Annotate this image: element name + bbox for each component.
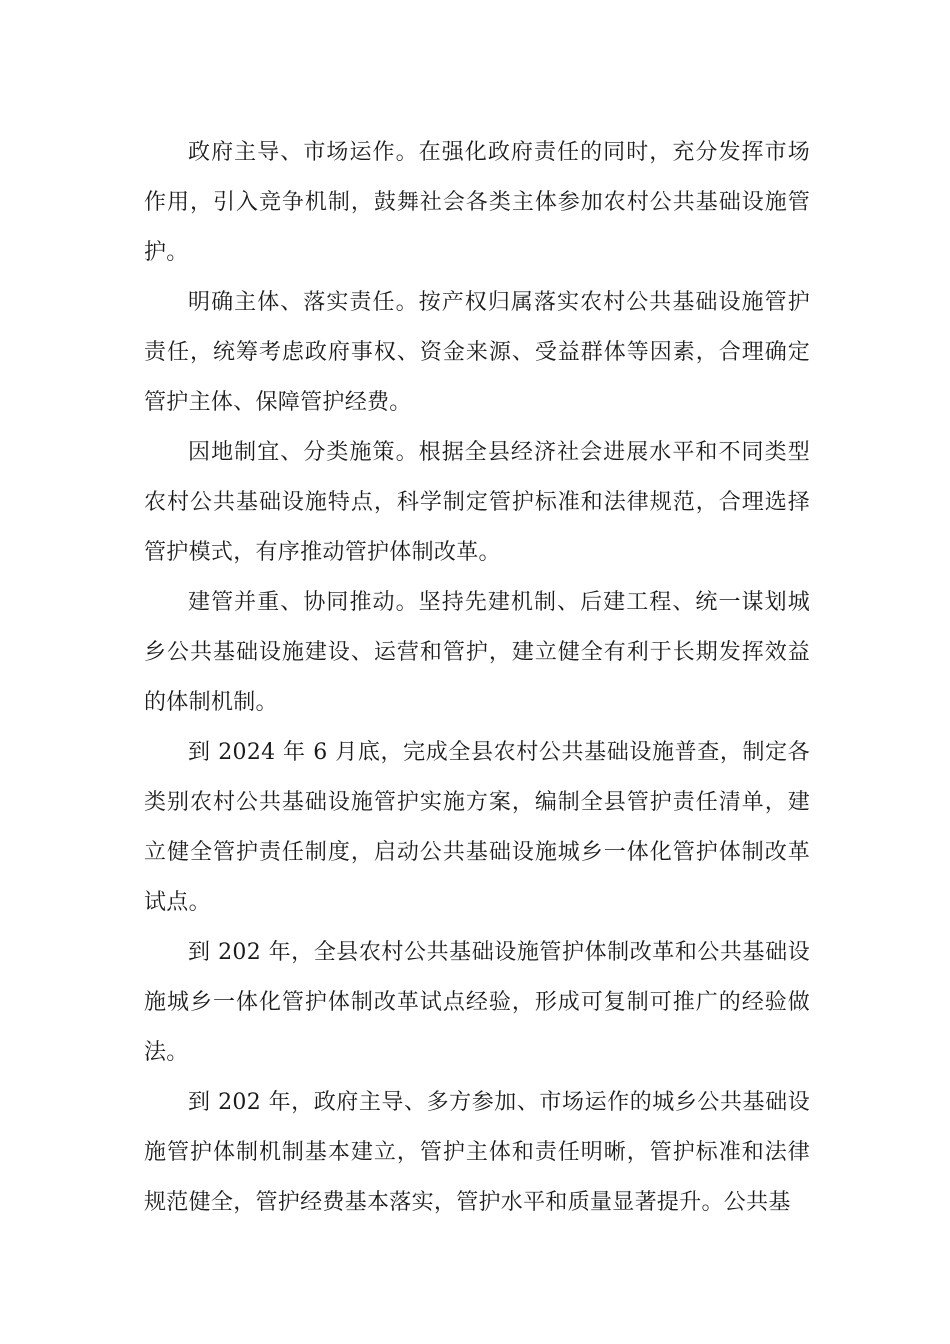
paragraph-goal-202-pilot: 到 202 年，全县农村公共基础设施管护体制改革和公共基础设施城乡一体化管护体制改革试点经验，形成可复制可推广的经验做法。 [144,940,810,1065]
document-body [144,128,810,1228]
paragraph-principle-responsibility: 明确主体、落实责任。按产权归属落实农村公共基础设施管护责任，统筹考虑政府事权、资金来源、受益群体等因素，合理确定管护主体、保障管护经费。 [144,290,810,415]
paragraph-principle-local-conditions: 因地制宜、分类施策。根据全县经济社会进展水平和不同类型农村公共基础设施特点，科学制定管护标准和法律规范，合理选择管护模式，有序推动管护体制改革。 [144,440,810,565]
paragraph-goal-2024: 到 2024 年 6 月底，完成全县农村公共基础设施普查，制定各类别农村公共基础设施管护实施方案，编制全县管护责任清单，建立健全管护责任制度，启动公共基础设施城乡一体化管护体制改革试点。 [144,740,810,915]
paragraph-principle-construction-management: 建管并重、协同推动。坚持先建机制、后建工程、统一谋划城乡公共基础设施建设、运营和管护，建立健全有利于长期发挥效益的体制机制。 [144,590,810,715]
paragraph-goal-202-system: 到 202 年，政府主导、多方参加、市场运作的城乡公共基础设施管护体制机制基本建立，管护主体和责任明晰，管护标准和法律规范健全，管护经费基本落实，管护水平和质量显著提升。公共基 [144,1090,810,1215]
paragraph-principle-market: 政府主导、市场运作。在强化政府责任的同时，充分发挥市场作用，引入竞争机制，鼓舞社会各类主体参加农村公共基础设施管护。 [144,140,810,265]
